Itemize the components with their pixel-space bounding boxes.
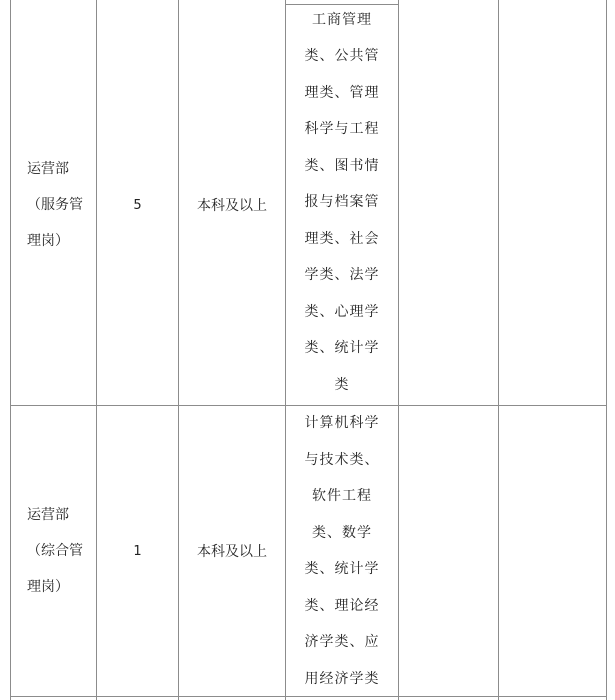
major-line: 类、图书情 [304,157,380,174]
major-line: 济学类、应 [304,634,380,650]
recruitment-table [10,0,607,700]
department-line: 理岗） [27,233,69,249]
major-line: 学类、法学 [304,267,380,284]
major-cell [286,406,398,696]
empty-cell [499,5,606,405]
major-line: 理类、社会 [304,230,380,247]
major-line: 与技术类、 [304,451,380,468]
major-line: 工商管理 [312,11,372,28]
department-cell [27,151,83,259]
department-line: （综合管 [27,543,83,559]
department-line: （服务管 [27,197,83,213]
major-line: 类、数学 [312,524,372,541]
department-line: 运营部 [27,507,69,523]
major-cell [286,0,398,405]
count-cell: 5 [133,197,142,213]
department-cell [27,497,83,605]
department-line: 理岗） [27,579,69,595]
major-line: 类、公共管 [304,48,380,65]
department-line: 运营部 [27,161,69,177]
major-line: 软件工程 [312,488,372,504]
major-line: 理类、管理 [304,84,380,101]
empty-cell [399,406,498,696]
table-row [11,406,96,696]
education-cell: 本科及以上 [197,544,267,560]
major-line: 计算机科学 [304,415,380,431]
empty-cell [399,5,498,405]
education-cell: 本科及以上 [197,198,267,214]
empty-cell [499,406,606,696]
major-line: 类、心理学 [304,303,380,320]
major-line: 类 [334,376,350,393]
major-line: 类、统计学 [304,561,380,577]
table-border-right [606,0,607,700]
major-line: 类、统计学 [304,340,380,357]
major-line: 报与档案管 [304,194,380,211]
major-line: 科学与工程 [304,121,380,138]
count-cell: 1 [133,543,142,559]
table-row [11,5,96,405]
major-line: 类、理论经 [304,597,380,614]
major-line: 用经济学类 [304,670,380,687]
